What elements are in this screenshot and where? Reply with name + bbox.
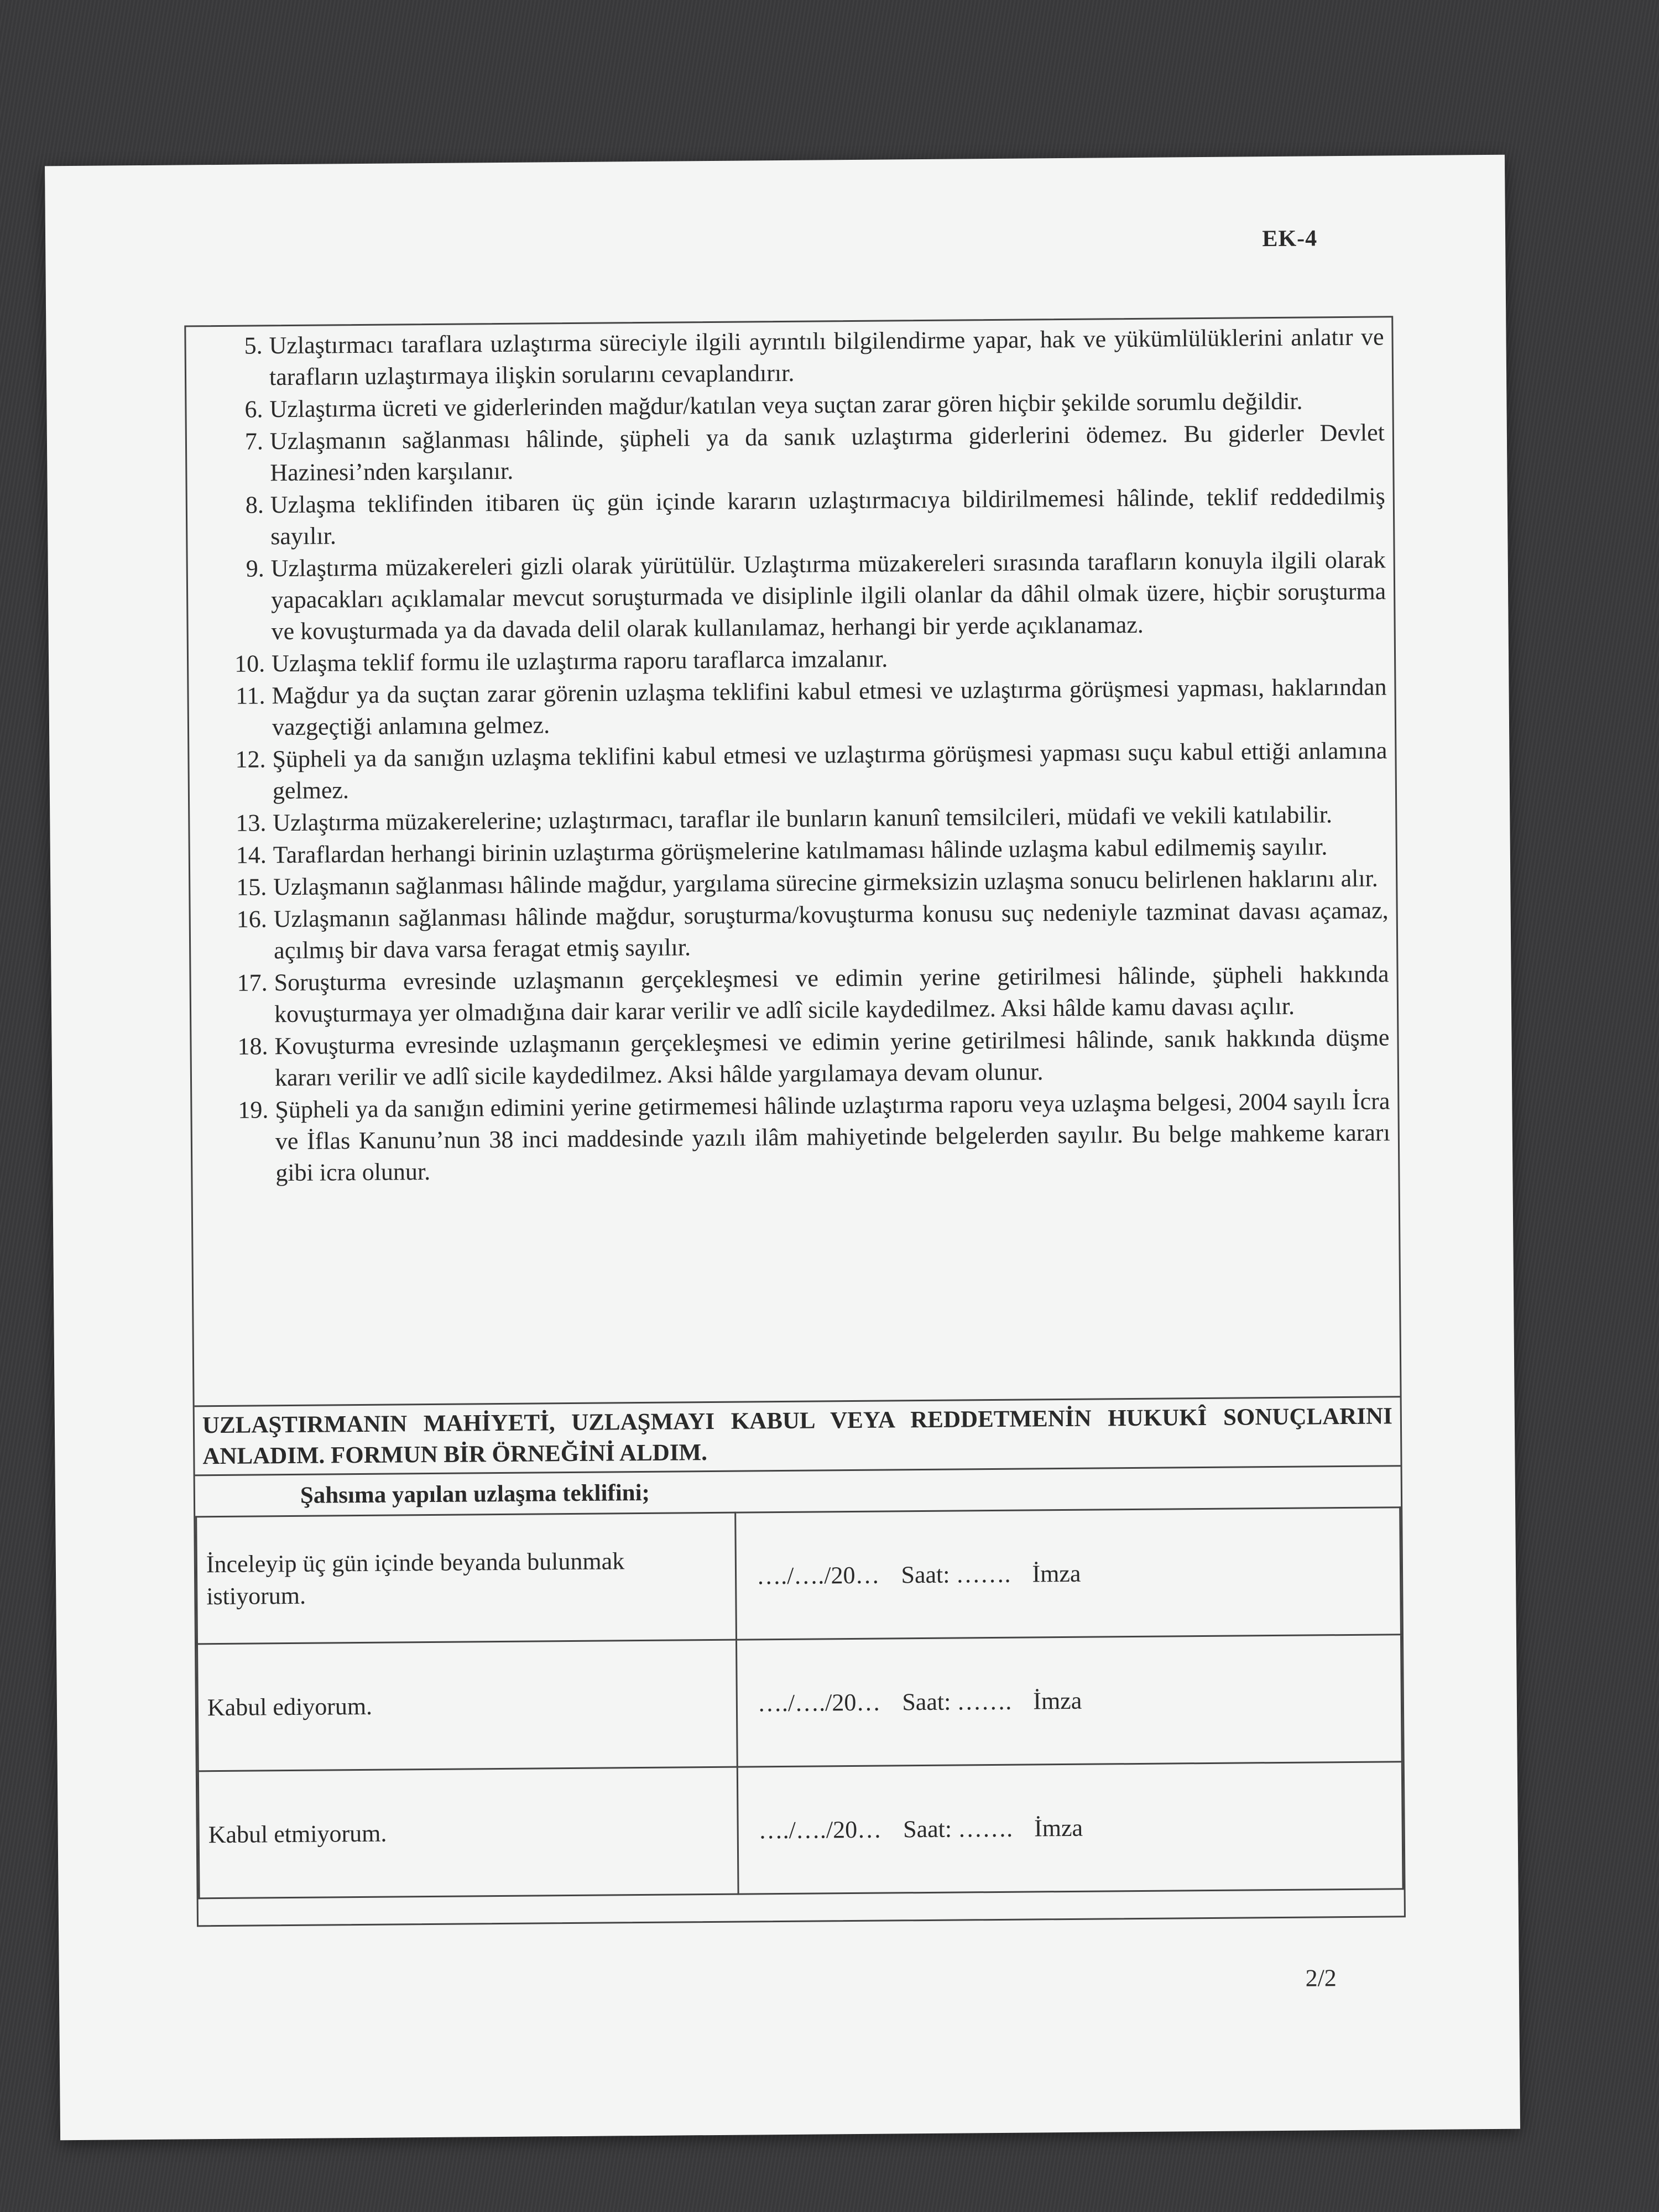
list-item	[188, 544, 1386, 648]
item-text: Şüpheli ya da sanığın edimini yerine getirmemesi hâlinde uzlaştırma raporu veya uzlaşma belgesi, 2004 sayılı İcra ve İflas Kanunu’nun 38 inci maddesinde yazılı ilâm mahiyetinde belgelerden sayılır. Bu belge mahkeme kararı gibi icra olunur.	[275, 1087, 1391, 1187]
time-field[interactable]: Saat: …….	[901, 1560, 1011, 1589]
signature-label: İmza	[1033, 1687, 1082, 1715]
item-text: Kovuşturma evresinde uzlaşmanın gerçekleşmesi ve edimin yerine getirilmesi hâlinde, sanık hakkında düşme kararı verilir ve adlî sicile kaydedilmez. Aksi hâlde yargılamaya devam olunur.	[274, 1024, 1390, 1092]
signature-label: İmza	[1034, 1814, 1083, 1842]
document-page	[45, 155, 1520, 2141]
list-item	[191, 1021, 1390, 1094]
item-number: 17.	[237, 969, 268, 997]
page-number: 2/2	[1305, 1964, 1337, 1992]
item-text: Uzlaşma teklif formu ile uzlaştırma raporu taraflarca imzalanır.	[271, 645, 888, 677]
item-number: 14.	[236, 841, 267, 869]
item-text: Uzlaştırma müzakerelerine; uzlaştırmacı, taraflar ile bunların kanunî temsilcileri, müdafi ve vekili katılabilir.	[273, 801, 1333, 837]
item-text: Uzlaşmanın sağlanması hâlinde mağdur, yargılama sürecine girmeksizin uzlaşma sonucu belirlenen haklarını alır.	[273, 864, 1378, 901]
date-field[interactable]: …./…./20…	[757, 1688, 881, 1717]
item-number: 8.	[245, 491, 264, 519]
item-text: Soruşturma evresinde uzlaşmanın gerçekleşmesi ve edimin yerine getirilmesi hâlinde, şüpheli hakkında kovuşturmaya yer olmadığına dair karar verilir ve adlî sicile kaydedilmez. Aksi hâlde kamu davası açılır.	[274, 960, 1389, 1028]
item-number: 5.	[244, 332, 263, 359]
signature-cell[interactable]	[736, 1635, 1402, 1767]
item-number: 9.	[246, 555, 264, 582]
list-item	[186, 321, 1384, 393]
item-number: 18.	[237, 1032, 268, 1060]
item-number: 12.	[235, 745, 266, 773]
time-field[interactable]: Saat: …….	[902, 1814, 1013, 1843]
item-text: Uzlaştırma müzakereleri gizli olarak yürütülür. Uzlaştırma müzakereleri sırasında tarafların konuyla ilgili olarak yapacakları açıklamalar mevcut soruşturmada ve disiplinle ilgili olanlar da dâhil olmak üzere, hiçbir soruşturma ve kovuşturmada ya da davada delil olarak kullanılamaz, herhangi bir yerde açıklanamaz.	[270, 546, 1386, 645]
list-item	[192, 1085, 1390, 1189]
item-text: Uzlaşmanın sağlanması hâlinde mağdur, soruşturma/kovuşturma konusu suç nedeniyle tazminat davası açamaz, açılmış bir dava varsa feragat etmiş sayılır.	[273, 896, 1389, 964]
item-number: 7.	[244, 427, 264, 455]
signature-cell[interactable]	[735, 1507, 1401, 1640]
item-number: 19.	[238, 1096, 269, 1124]
item-number: 16.	[236, 905, 267, 933]
terms-list	[186, 317, 1398, 1189]
option-inceleyip[interactable]: İnceleyip üç gün içinde beyanda bulunmak istiyorum.	[196, 1512, 737, 1644]
item-number: 15.	[236, 873, 267, 901]
item-text: Taraflardan herhangi birinin uzlaştırma görüşmelerine katılmaması hâlinde uzlaşma kabul edilmemiş sayılır.	[273, 833, 1328, 869]
item-text: Uzlaşma teklifinden itibaren üç gün içinde kararın uzlaştırmacıya bildirilmemesi hâlinde, teklif reddedilmiş sayılır.	[270, 482, 1385, 550]
terms-frame	[184, 316, 1406, 1927]
option-kabul[interactable]: Kabul ediyorum.	[197, 1640, 738, 1771]
list-item	[187, 416, 1385, 489]
table-row	[196, 1507, 1401, 1644]
item-text: Uzlaştırmacı taraflara uzlaştırma süreciyle ilgili ayrıntılı bilgilendirme yapar, hak ve yükümlülüklerini anlatır ve tarafların uzlaştırmaya ilişkin sorularını cevaplandırır.	[269, 323, 1384, 391]
option-ret[interactable]: Kabul etmiyorum.	[198, 1767, 738, 1898]
table-row	[198, 1762, 1403, 1898]
signature-cell[interactable]	[737, 1762, 1403, 1894]
list-item	[189, 734, 1387, 807]
date-field[interactable]: …./…./20…	[758, 1815, 882, 1844]
response-table	[195, 1506, 1404, 1899]
date-field[interactable]: …./…./20…	[756, 1561, 880, 1590]
signature-label: İmza	[1032, 1559, 1081, 1588]
item-text: Şüpheli ya da sanığın uzlaşma teklifini kabul etmesi ve uzlaştırma görüşmesi yapması suçu kabul ettiği anlamına gelmez.	[272, 737, 1387, 805]
offer-label: Şahsıma yapılan uzlaşma teklifini;	[300, 1479, 650, 1509]
item-text: Mağdur ya da suçtan zarar görenin uzlaşma teklifini kabul etmesi ve uzlaştırma görüşmesi yapması, haklarından vazgeçtiği anlamına gelmez.	[272, 673, 1387, 741]
time-field[interactable]: Saat: …….	[902, 1687, 1012, 1716]
item-number: 6.	[244, 395, 263, 423]
list-item	[189, 671, 1387, 743]
item-text: Uzlaştırma ücreti ve giderlerinden mağdur/katılan veya suçtan zarar gören hiçbir şekilde sorumlu değildir.	[269, 387, 1303, 423]
table-row	[197, 1635, 1402, 1771]
item-text: Uzlaşmanın sağlanması hâlinde, şüpheli ya da sanık uzlaştırma giderlerini ödemez. Bu giderler Devlet Hazinesi’nden karşılanır.	[269, 419, 1385, 487]
item-number: 10.	[234, 650, 265, 677]
item-number: 11.	[235, 682, 265, 709]
declaration-heading: UZLAŞTIRMANIN MAHİYETİ, UZLAŞMAYI KABUL VEYA REDDETMENİN HUKUKÎ SONUÇLARINI ANLADIM. FORMUN BİR ÖRNEĞİNİ ALDIM.	[195, 1396, 1401, 1476]
item-number: 13.	[236, 809, 267, 837]
list-item	[191, 894, 1389, 967]
list-item	[187, 480, 1386, 552]
list-item	[191, 958, 1389, 1030]
annex-label: EK-4	[1262, 226, 1318, 252]
